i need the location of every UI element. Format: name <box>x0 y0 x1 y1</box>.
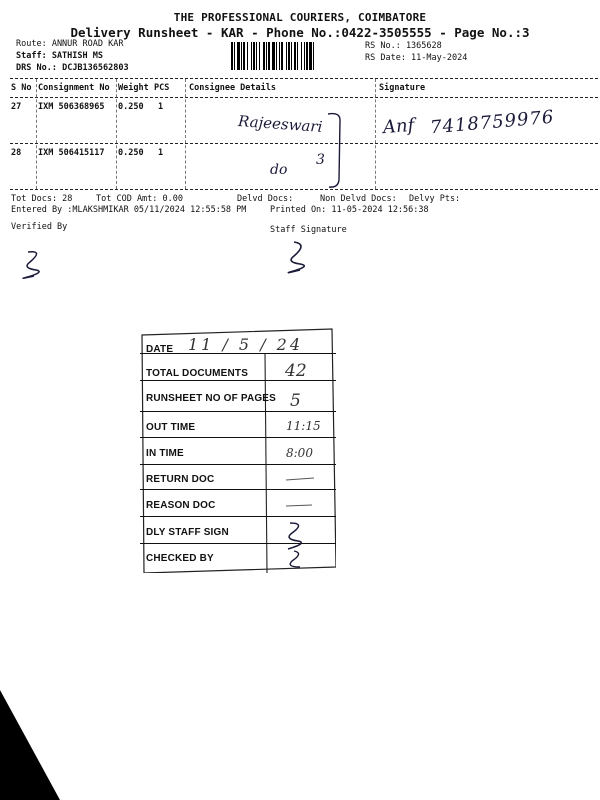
stamp-label-reason-doc: REASON DOC <box>146 499 216 511</box>
staff-signature-mark <box>282 240 316 276</box>
stamp-label-dly-staff-sign: DLY STAFF SIGN <box>146 526 229 538</box>
stamp-value-in-time: 8:00 <box>286 446 313 460</box>
route-text: Route: ANNUR ROAD KAR <box>16 39 124 49</box>
barcode-bar <box>294 42 296 70</box>
staff-text: Staff: SATHISH MS <box>16 51 103 61</box>
col-sep <box>36 79 37 189</box>
entered-by: Entered By :MLAKSHMIKAR 05/11/2024 12:55:58 PM <box>11 205 247 215</box>
staff-signature-label: Staff Signature <box>270 225 347 235</box>
barcode-bar <box>309 42 312 70</box>
barcode-bar <box>297 42 298 70</box>
stamp-rule <box>140 437 336 438</box>
company-title: THE PROFESSIONAL COURIERS, COIMBATORE <box>173 11 427 24</box>
row-consignment: IXM 506368965 <box>38 102 105 112</box>
barcode-bar <box>243 42 245 70</box>
stamp-label-out-time: OUT TIME <box>146 421 196 433</box>
row-pcs: 1 <box>158 148 164 158</box>
stamp-value-out-time: 11:15 <box>286 419 321 433</box>
delvy-pts: Delvy Pts: <box>409 194 461 204</box>
tot-cod-amt: Tot COD Amt: 0.00 <box>96 194 183 204</box>
stamp-rule <box>140 516 336 517</box>
stamp-value-date: 11 / 5 / 24 <box>188 335 304 354</box>
verifier-signature <box>18 248 52 282</box>
rs-number: RS No.: 1365628 <box>365 41 442 51</box>
printed-on: Printed On: 11-05-2024 12:56:38 <box>270 205 429 215</box>
stamp-label-checked-by: CHECKED BY <box>146 552 214 564</box>
barcode-bar <box>288 42 290 70</box>
barcode-bar <box>231 42 233 70</box>
col-header-sno: S No <box>11 83 32 93</box>
col-header-signature: Signature <box>379 83 426 93</box>
barcode-bar <box>256 42 257 70</box>
barcode-bar <box>247 42 248 70</box>
col-header-consignment: Consignment No <box>38 83 110 93</box>
row-weight: 0.250 <box>118 102 144 112</box>
drs-label: DRS No.: <box>16 63 57 73</box>
stamp-signature-marks <box>280 519 314 571</box>
barcode-bar <box>251 42 252 70</box>
barcode-bar <box>276 42 277 70</box>
handwritten-consignee-do: do <box>270 162 288 178</box>
col-header-consignee: Consignee Details <box>189 83 276 93</box>
verified-by-label: Verified By <box>11 222 68 232</box>
barcode-bar <box>304 42 305 70</box>
barcode-bar <box>266 42 267 70</box>
rs-date: RS Date: 11-May-2024 <box>365 53 468 63</box>
row-sno: 28 <box>11 148 22 158</box>
col-sep <box>375 79 376 189</box>
barcode <box>231 42 357 70</box>
scan-shadow-corner <box>0 690 60 800</box>
stamp-label-return-doc: RETURN DOC <box>146 473 215 485</box>
stamp-label-pages: RUNSHEET NO OF PAGES <box>146 392 276 404</box>
barcode-bar <box>263 42 265 70</box>
drs-value: DCJB136562803 <box>62 63 129 73</box>
handwritten-count: 3 <box>316 152 325 168</box>
stamp-dash-marks <box>280 472 320 512</box>
col-sep <box>116 79 117 189</box>
barcode-bar <box>291 42 292 70</box>
stamp-value-pages: 5 <box>290 391 301 411</box>
barcode-bar <box>286 42 287 70</box>
barcode-bar <box>272 42 275 70</box>
handwritten-signature-initial: Anf <box>382 114 415 139</box>
table-bottom-rule <box>10 189 598 190</box>
barcode-bar <box>306 42 308 70</box>
col-header-pcs: PCS <box>154 83 170 93</box>
delivery-stamp <box>140 327 336 573</box>
stamp-value-total-docs: 42 <box>285 361 307 381</box>
row-weight: 0.250 <box>118 148 144 158</box>
stamp-label-total-docs: TOTAL DOCUMENTS <box>146 367 249 379</box>
drs-number <box>16 63 129 73</box>
stamp-rule <box>140 411 336 412</box>
row-pcs: 1 <box>158 102 164 112</box>
handwritten-bracket <box>326 110 346 190</box>
row-rule <box>10 143 598 144</box>
handwritten-consignee-name: Rajeeswari <box>237 112 323 136</box>
handwritten-phone: 7418759976 <box>429 106 556 139</box>
barcode-bar <box>313 42 314 70</box>
barcode-bar <box>234 42 235 70</box>
barcode-bar <box>279 42 280 70</box>
stamp-label-date: DATE <box>146 343 174 355</box>
barcode-bar <box>281 42 283 70</box>
barcode-bar <box>237 42 240 70</box>
header-bottom-rule <box>10 97 598 98</box>
row-sno: 27 <box>11 102 22 112</box>
barcode-bar <box>259 42 260 70</box>
non-delvd-docs: Non Delvd Docs: <box>320 194 397 204</box>
row-consignment: IXM 506415117 <box>38 148 105 158</box>
tot-docs: Tot Docs: 28 <box>11 194 73 204</box>
barcode-bar <box>268 42 270 70</box>
delvd-docs: Delvd Docs: <box>237 194 294 204</box>
col-header-weight: Weight <box>118 83 149 93</box>
stamp-rule <box>140 464 336 465</box>
barcode-bar <box>301 42 302 70</box>
barcode-bar <box>241 42 242 70</box>
stamp-label-in-time: IN TIME <box>146 447 184 459</box>
col-sep <box>185 79 186 189</box>
barcode-bar <box>253 42 255 70</box>
table-top-rule <box>10 78 598 79</box>
runsheet-title: Delivery Runsheet - KAR - Phone No.:0422-3505555 - Page No.:3 <box>70 25 530 40</box>
